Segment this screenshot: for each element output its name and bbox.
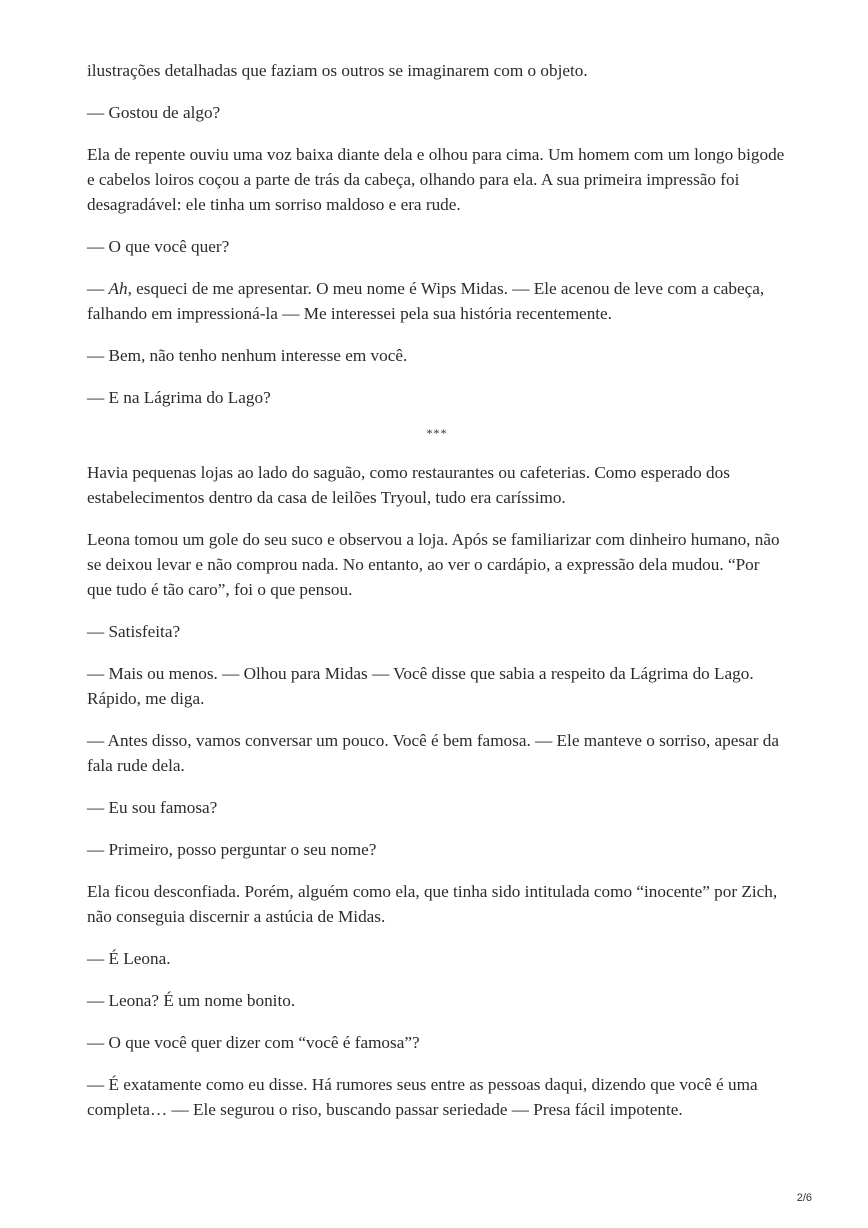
paragraph: Havia pequenas lojas ao lado do saguão, como restaurantes ou cafeterias. Como esperado dos estabelecimentos dentro da casa de leilões Tryoul, tudo era caríssimo. — [87, 463, 730, 507]
paragraph: Ela de repente ouviu uma voz baixa diante dela e olhou para cima. Um homem com um longo bigode e cabelos loiros coçou a parte de trás da cabeça, olhando para ela. A sua primeira impressão foi desagradável: ele tinha um sorriso maldoso e era rude. — [87, 145, 785, 214]
paragraph: — Leona? É um nome bonito. — [87, 991, 296, 1010]
italic-word: Ah — [108, 279, 128, 298]
paragraph: ilustrações detalhadas que faziam os outros se imaginarem com o objeto. — [87, 61, 588, 80]
paragraph: — Satisfeita? — [87, 622, 181, 641]
paragraph: — Primeiro, posso perguntar o seu nome? — [87, 840, 377, 859]
paragraph: — E na Lágrima do Lago? — [87, 388, 271, 407]
paragraph: — Bem, não tenho nenhum interesse em você. — [87, 346, 408, 365]
paragraph: — O que você quer? — [87, 237, 230, 256]
paragraph: — O que você quer dizer com “você é famosa”? — [87, 1033, 420, 1052]
paragraph: — Gostou de algo? — [87, 103, 221, 122]
paragraph: — Eu sou famosa? — [87, 798, 218, 817]
document-page — [87, 58, 787, 1139]
paragraph: — Mais ou menos. — Olhou para Midas — Você disse que sabia a respeito da Lágrima do Lago. Rápido, me diga. — [87, 664, 754, 708]
paragraph: Ela ficou desconfiada. Porém, alguém como ela, que tinha sido intitulada como “inocente” por Zich, não conseguia discernir a astúcia de Midas. — [87, 882, 778, 926]
paragraph-text: , esqueci de me apresentar. O meu nome é Wips Midas. — Ele acenou de leve com a cabeça, falhando em impressioná-la — Me interessei pela sua história recentemente. — [87, 279, 765, 323]
page-number: 2/6 — [796, 1192, 812, 1204]
scene-separator: *** — [426, 426, 448, 440]
paragraph: — Antes disso, vamos conversar um pouco. Você é bem famosa. — Ele manteve o sorriso, apesar da fala rude dela. — [87, 731, 779, 775]
paragraph: — É exatamente como eu disse. Há rumores seus entre as pessoas daqui, dizendo que você é uma completa… — Ele segurou o riso, buscando passar seriedade — Presa fácil impotente. — [87, 1075, 758, 1119]
paragraph: — É Leona. — [87, 949, 171, 968]
dialogue-dash: — — [87, 279, 109, 298]
paragraph: Leona tomou um gole do seu suco e observou a loja. Após se familiarizar com dinheiro humano, não se deixou levar e não comprou nada. No entanto, ao ver o cardápio, a expressão dela mudou. “Por que tudo é tão caro”, foi o que pensou. — [87, 530, 780, 599]
paragraph — [87, 276, 787, 326]
